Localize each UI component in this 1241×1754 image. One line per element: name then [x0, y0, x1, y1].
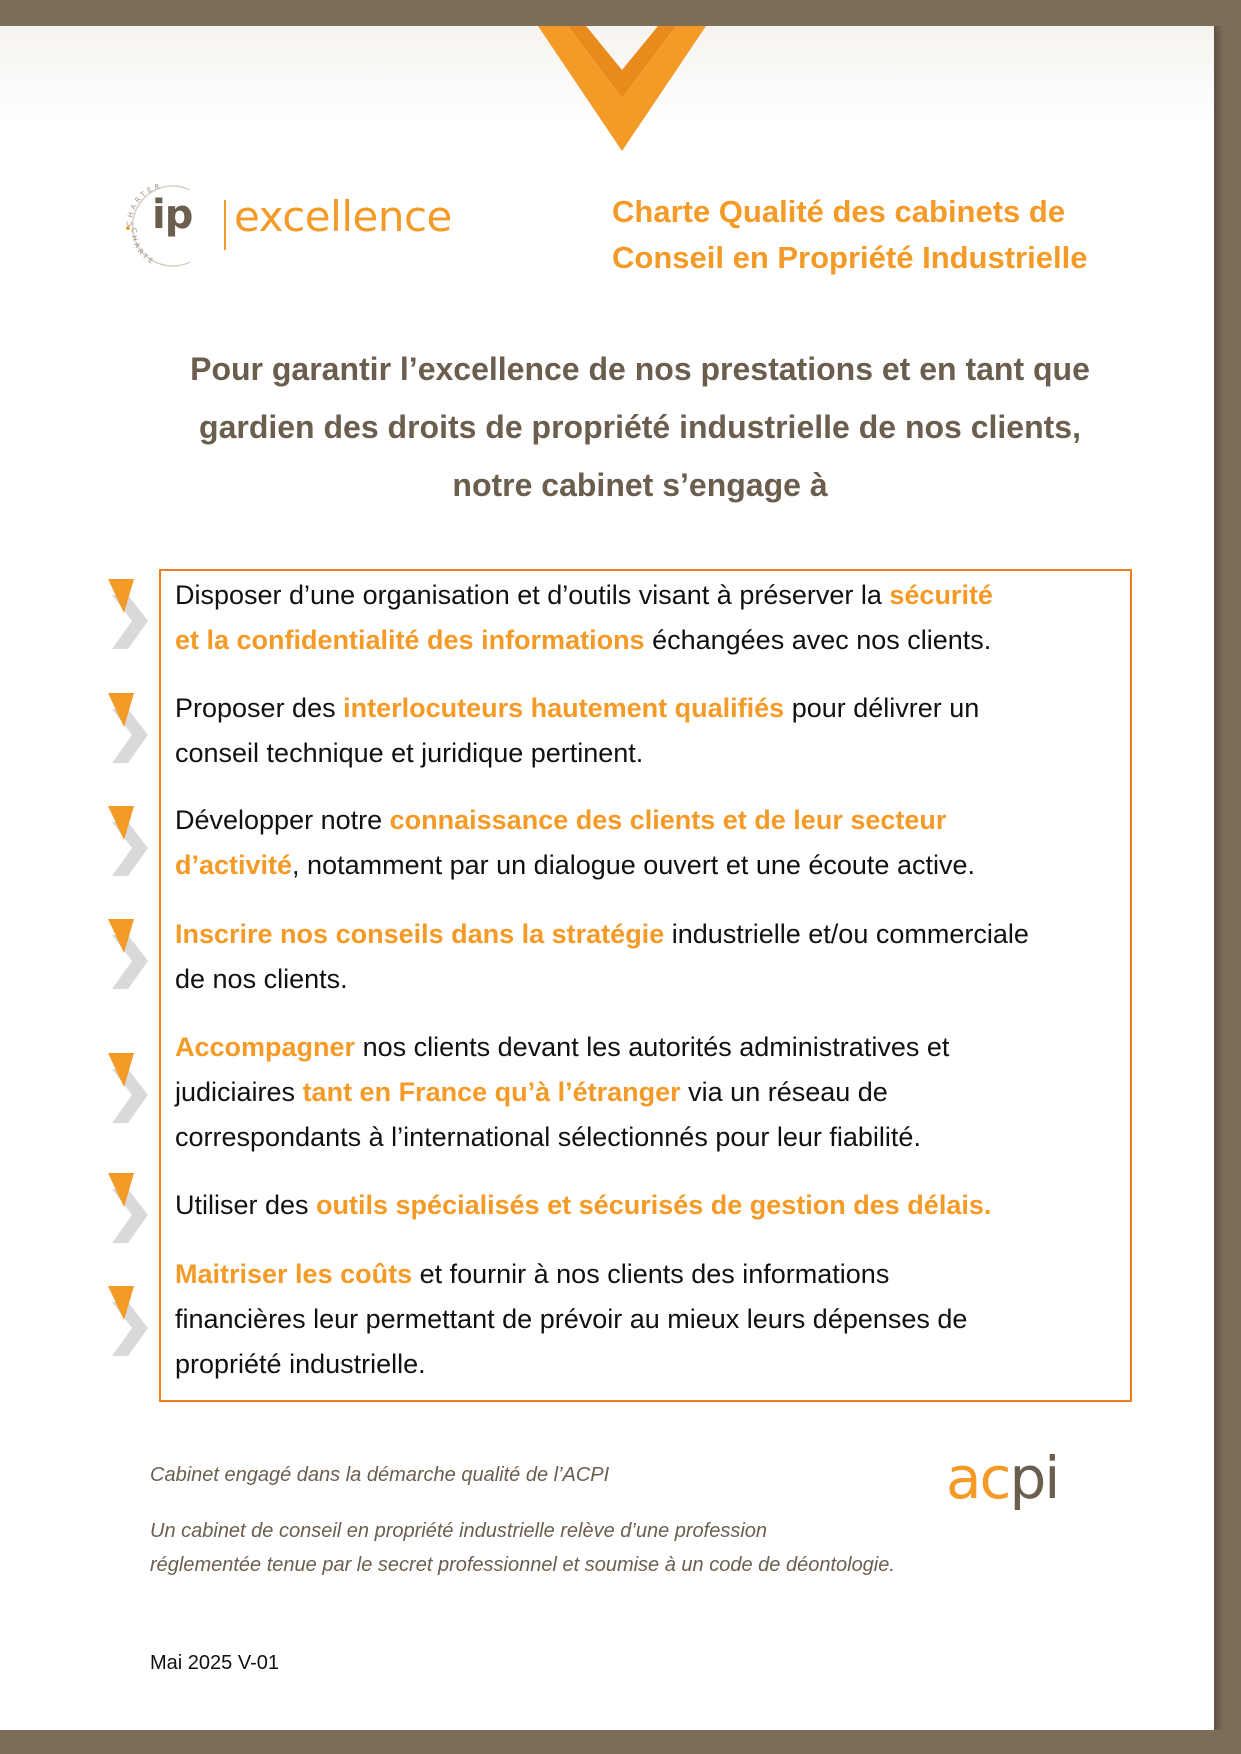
commitment-1-highlight-b: et la confidentialité des informations: [175, 625, 645, 655]
commitment-6-text-a: Utiliser des: [175, 1190, 317, 1220]
commitment-5-highlight-a: Accompagner: [175, 1032, 356, 1062]
commitment-1-highlight-a: sécurité: [889, 580, 993, 610]
commitment-5-text-c: via un réseau de: [680, 1077, 888, 1107]
commitment-4-text-a: industrielle et/ou commerciale: [664, 919, 1029, 949]
version-label: Mai 2025 V-01: [150, 1652, 279, 1674]
commitment-7-text-a: et fournir à nos clients des informations: [412, 1259, 890, 1289]
commitment-7-text-c: propriété industrielle.: [175, 1349, 426, 1379]
commitment-2-text-a: Proposer des: [175, 693, 344, 723]
commitment-4-text-b: de nos clients.: [175, 964, 348, 994]
chevron-bullet-icon: [108, 1053, 158, 1133]
commitment-5-highlight-b: tant en France qu’à l’étranger: [302, 1077, 681, 1107]
commitment-2-text-b: pour délivrer un: [784, 693, 980, 723]
chevron-bullet-icon: [108, 579, 158, 659]
intro-line-1: Pour garantir l’excellence de nos prestations et en tant que: [190, 351, 1090, 387]
profession-note-line-1: Un cabinet de conseil en propriété industrielle relève d’une profession: [150, 1520, 768, 1542]
title-line-1: Charte Qualité des cabinets de: [612, 194, 1066, 229]
acpi-engagement-note: Cabinet engagé dans la démarche qualité de l’ACPI: [150, 1464, 610, 1486]
commitment-1-text-b: échangées avec nos clients.: [644, 625, 992, 655]
chevron-bullet-icon: [108, 1286, 158, 1366]
commitment-3-highlight-a: connaissance des clients et de leur secteur: [389, 805, 947, 835]
commitment-6-highlight: outils spécialisés et sécurisés de gestion des délais: [316, 1190, 984, 1220]
chevron-bullet-icon: [108, 806, 158, 886]
commitment-6-period: .: [983, 1190, 992, 1220]
commitment-5-text-a: nos clients devant les autorités administratives et: [355, 1032, 950, 1062]
ring-text-top: CHARTER: [125, 181, 164, 227]
profession-note-line-2: réglementée tenue par le secret professionnel et soumise à un code de déontologie.: [150, 1554, 895, 1576]
title-line-2: Conseil en Propriété Industrielle: [612, 240, 1088, 275]
chevron-bullet-icon: [108, 1173, 158, 1253]
intro-line-3: notre cabinet s’engage à: [452, 467, 828, 503]
commitment-7-highlight: Maitriser les coûts: [175, 1259, 413, 1289]
commitment-3-highlight-b: d’activité: [175, 850, 293, 880]
document-page: [0, 26, 1214, 1730]
ip-excellence-logo: [118, 176, 498, 276]
commitment-5-text-b: judiciaires: [175, 1077, 303, 1107]
top-chevron-icon: [532, 26, 712, 151]
page-title: [612, 189, 1132, 281]
acpi-logo: [946, 1444, 1106, 1514]
logo-word: excellence: [234, 192, 452, 241]
acpi-logo-c: c: [979, 1444, 1010, 1512]
commitment-7-text-b: financières leur permettant de prévoir au mieux leurs dépenses de: [175, 1304, 968, 1334]
chevron-bullet-icon: [108, 919, 158, 999]
page-edge-shadow: [1214, 26, 1224, 1730]
logo-divider: [224, 200, 226, 250]
commitment-3-text-a: Développer notre: [175, 805, 390, 835]
commitment-2-highlight: interlocuteurs hautement qualifiés: [343, 693, 785, 723]
logo-ip: ip: [152, 192, 193, 238]
intro-line-2: gardien des droits de propriété industrielle de nos clients,: [199, 409, 1081, 445]
acpi-logo-a: a: [946, 1444, 980, 1512]
commitment-5-text-d: correspondants à l’international sélectionnés pour leur fiabilité.: [175, 1122, 921, 1152]
commitment-2-text-c: conseil technique et juridique pertinent.: [175, 738, 644, 768]
ring-text-bottom: CHARTE: [129, 227, 158, 267]
intro-statement: [140, 340, 1140, 514]
commitment-3-text-b: , notamment par un dialogue ouvert et une écoute active.: [292, 850, 975, 880]
commitment-4-highlight: Inscrire nos conseils dans la stratégie: [175, 919, 665, 949]
acpi-logo-pi: pi: [1009, 1444, 1059, 1512]
profession-note: [150, 1514, 1050, 1582]
commitment-1-text-a: Disposer d’une organisation et d’outils visant à préserver la: [175, 580, 890, 610]
chevron-bullet-icon: [108, 693, 158, 773]
